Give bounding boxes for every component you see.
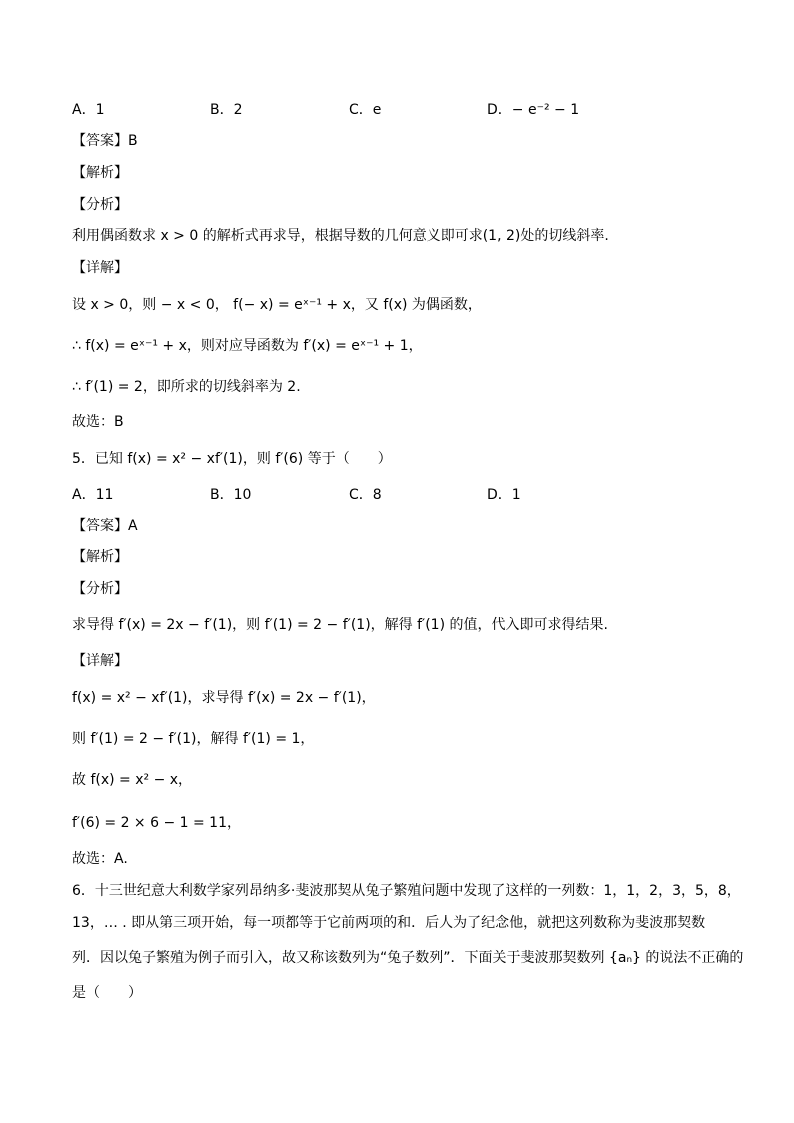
q5-option-c: C．8 — [349, 487, 382, 503]
q5-jiexi-heading: 【解析】 — [72, 549, 128, 565]
q6-stem-line-4: 是（ ） — [72, 985, 142, 1001]
q5-fenxi-text: 求导得 f′(x) = 2x − f′(1)，则 f′(1) = 2 − f′(1)，解得 f′(1) 的值，代入即可求得结果. — [72, 617, 608, 633]
q5-xiangjie-heading: 【详解】 — [72, 653, 128, 669]
q4-fenxi-text: 利用偶函数求 x > 0 的解析式再求导，根据导数的几何意义即可求(1, 2)处的切线斜率. — [72, 228, 609, 244]
q5-fenxi-heading: 【分析】 — [72, 581, 128, 597]
q5-step-4: f′(6) = 2 × 6 − 1 = 11， — [72, 815, 241, 831]
q5-option-d: D．1 — [487, 487, 521, 503]
q4-option-c: C．e — [349, 102, 382, 118]
q4-option-a: A．1 — [72, 102, 105, 118]
q5-option-b: B．10 — [210, 487, 252, 503]
q5-option-a: A．11 — [72, 487, 114, 503]
q4-jiexi-heading: 【解析】 — [72, 165, 128, 181]
q4-fenxi-heading: 【分析】 — [72, 197, 128, 213]
q6-stem-line-3: 列．因以兔子繁殖为例子而引入，故又称该数列为“兔子数列”．下面关于斐波那契数列 {aₙ} 的说法不正确的 — [72, 950, 744, 966]
q5-answer: 【答案】A — [72, 518, 138, 534]
q4-answer: 【答案】B — [72, 133, 138, 149]
q4-choice: 故选：B — [72, 414, 124, 430]
q5-step-2: 则 f′(1) = 2 − f′(1)，解得 f′(1) = 1， — [72, 731, 315, 747]
q5-step-3: 故 f(x) = x² − x， — [72, 772, 193, 788]
q6-stem-line-1: 6．十三世纪意大利数学家列昂纳多·斐波那契从兔子繁殖问题中发现了这样的一列数：1，1，2，3，5，8， — [72, 883, 741, 899]
q5-step-1: f(x) = x² − xf′(1)，求导得 f′(x) = 2x − f′(1)， — [72, 690, 376, 706]
q5-choice: 故选：A. — [72, 851, 128, 867]
q4-step-2: ∴ f(x) = eˣ⁻¹ + x，则对应导函数为 f′(x) = eˣ⁻¹ + 1， — [72, 338, 423, 354]
q4-step-3: ∴ f′(1) = 2，即所求的切线斜率为 2. — [72, 379, 301, 395]
q5-stem: 5．已知 f(x) = x² − xf′(1)，则 f′(6) 等于（ ） — [72, 451, 392, 467]
q4-xiangjie-heading: 【详解】 — [72, 260, 128, 276]
q6-stem-line-2: 13，… . 即从第三项开始，每一项都等于它前两项的和．后人为了纪念他，就把这列数称为斐波那契数 — [72, 915, 706, 931]
q4-option-b: B．2 — [210, 102, 243, 118]
q4-step-1: 设 x > 0，则 − x < 0， f(− x) = eˣ⁻¹ + x，又 f(x) 为偶函数， — [72, 297, 482, 313]
q4-option-d: D．− e⁻² − 1 — [487, 102, 580, 118]
